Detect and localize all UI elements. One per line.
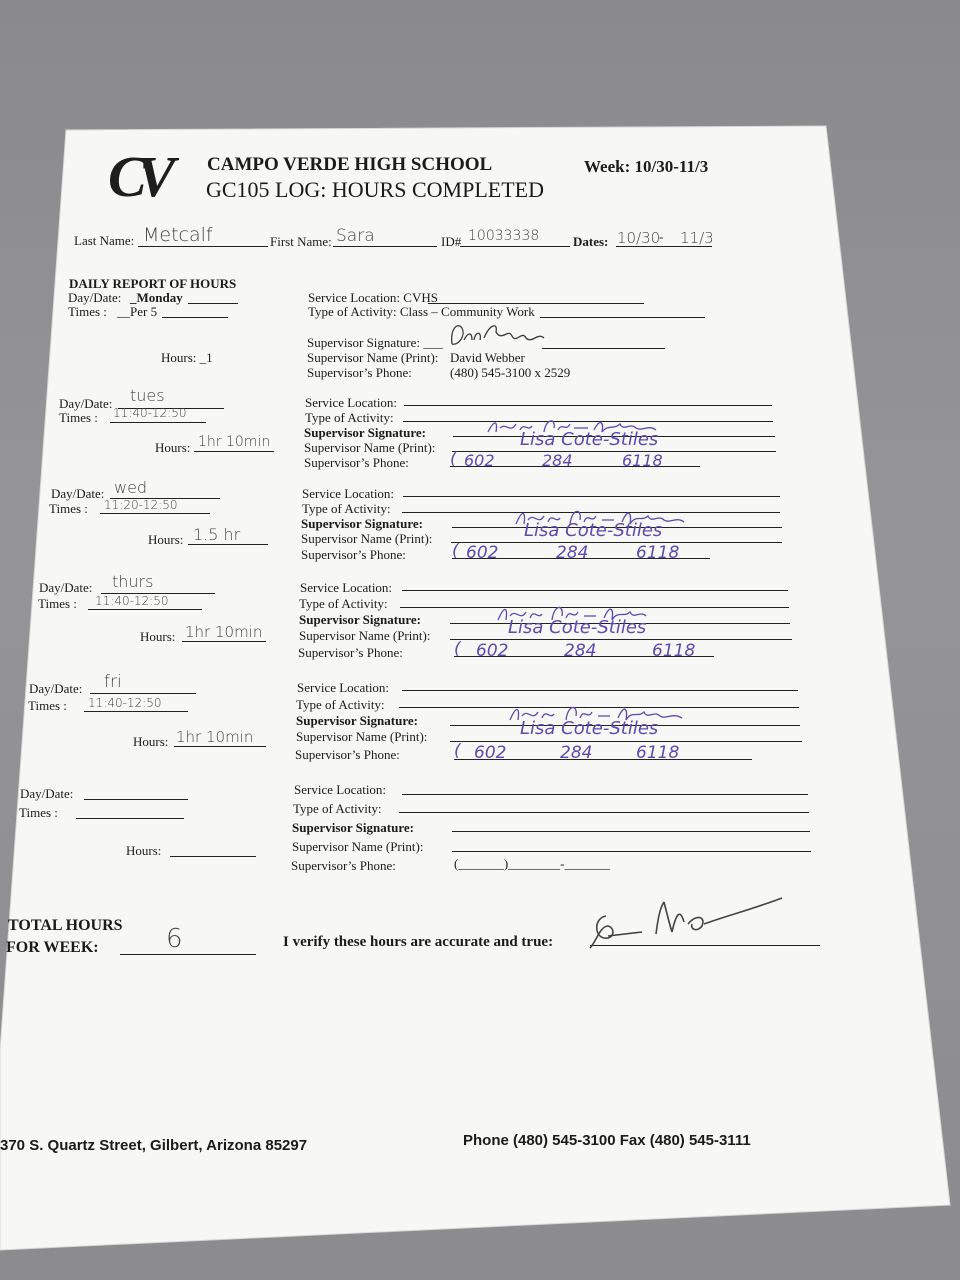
dates-label: Dates: <box>573 234 609 249</box>
dates-to: 11/3 <box>680 229 714 247</box>
entry2-phone-area: 602 <box>464 451 495 470</box>
entry1-type-of-activity: Type of Activity: Class – Community Work <box>308 304 535 319</box>
cv-logo-text: CV <box>108 144 166 209</box>
id-value: 10033338 <box>468 228 540 244</box>
entry3-times-value: 11:20-12:50 <box>104 498 178 512</box>
entry6-service-location-label: Service Location: <box>294 782 387 797</box>
entry5-day-label: Day/Date: <box>29 681 83 696</box>
entry3-phone-prefix: 284 <box>556 543 589 563</box>
for-week-label: FOR WEEK: <box>6 939 99 956</box>
entry1-supervisor-name-label: Supervisor Name (Print): <box>307 350 439 365</box>
entry6-supervisor-name-label: Supervisor Name (Print): <box>292 839 424 854</box>
entry1-hours: Hours: _1 <box>161 350 213 365</box>
entry2-type-of-activity-label: Type of Activity: <box>305 410 394 425</box>
entry4-phone-paren-open: ( <box>454 639 461 659</box>
entry3-day-label: Day/Date: <box>51 486 105 501</box>
entry6-times-label: Times : <box>19 805 58 820</box>
entry4-times-value: 11:40-12:50 <box>95 594 169 608</box>
entry6-hours-label: Hours: <box>126 843 162 858</box>
entry5-phone-line: 6118 <box>636 743 680 763</box>
entry2-day-value: tues <box>130 386 165 405</box>
entry6-day-label: Day/Date: <box>20 786 74 801</box>
dates-separator: - <box>659 229 664 244</box>
entry3-phone-line: 6118 <box>636 543 680 563</box>
entry2-supervisor-signature-label: Supervisor Signature: <box>304 425 426 440</box>
entry4-day-label: Day/Date: <box>39 580 93 595</box>
entry4-phone-prefix: 284 <box>564 641 597 661</box>
entry3-supervisor-signature-label: Supervisor Signature: <box>301 516 423 531</box>
entry3-day-value: wed <box>114 478 148 497</box>
entry2-supervisor-name-label: Supervisor Name (Print): <box>304 440 436 455</box>
entry5-hours-value: 1hr 10min <box>176 728 254 746</box>
entry3-service-location-label: Service Location: <box>302 486 395 501</box>
week-label: Week: 10/30-11/3 <box>584 157 709 176</box>
entry2-phone-prefix: 284 <box>542 451 573 470</box>
footer-address: 370 S. Quartz Street, Gilbert, Arizona 85297 <box>0 1137 308 1154</box>
entry5-service-location-label: Service Location: <box>297 680 390 695</box>
dates-from: 10/30 <box>617 229 661 247</box>
section-title: DAILY REPORT OF HOURS <box>69 276 237 291</box>
entry2-supervisor-name-value: Lisa Cote-Stiles <box>520 429 659 450</box>
entry5-type-of-activity-label: Type of Activity: <box>296 697 385 712</box>
entry1-supervisor-signature <box>446 318 556 352</box>
entry1-service-location: Service Location: CVHS <box>308 290 438 305</box>
entry2-day-label: Day/Date: <box>59 396 113 411</box>
entry2-phone-paren-open: ( <box>450 449 457 469</box>
first-name-value: Sara <box>336 226 375 246</box>
entry1-times-label: Times : <box>68 304 107 319</box>
entry4-times-label: Times : <box>38 596 77 611</box>
entry6-blank-phone: (_______)________-_______ <box>454 856 610 871</box>
entry5-phone-area: 602 <box>474 743 507 763</box>
entry3-supervisor-name-label: Supervisor Name (Print): <box>301 531 433 546</box>
total-hours-label: TOTAL HOURS <box>8 917 123 934</box>
entry6-type-of-activity-label: Type of Activity: <box>293 801 382 816</box>
entry4-day-value: thurs <box>112 572 154 591</box>
entry5-supervisor-name-value: Lisa Cote-Stiles <box>520 718 659 739</box>
entry1-day-value: _Monday <box>130 290 183 305</box>
school-name: CAMPO VERDE HIGH SCHOOL <box>207 154 493 175</box>
entry5-supervisor-signature-label: Supervisor Signature: <box>296 713 418 728</box>
entry3-type-of-activity-label: Type of Activity: <box>302 501 391 516</box>
entry2-times-label: Times : <box>59 410 98 425</box>
entry4-hours-label: Hours: <box>140 629 176 644</box>
footer-phone-fax: Phone (480) 545-3100 Fax (480) 545-3111 <box>463 1132 751 1149</box>
entry3-phone-paren-open: ( <box>452 541 459 561</box>
verify-label: I verify these hours are accurate and true: <box>283 934 554 950</box>
entry6-supervisor-signature-label: Supervisor Signature: <box>292 820 414 835</box>
log-title: GC105 LOG: HOURS COMPLETED <box>206 177 544 202</box>
cv-logo-icon <box>106 144 196 210</box>
entry4-supervisor-phone-label: Supervisor’s Phone: <box>298 645 403 660</box>
entry2-service-location-label: Service Location: <box>305 395 398 410</box>
entry6-supervisor-phone-label: Supervisor’s Phone: <box>291 858 396 873</box>
student-signature <box>586 892 796 952</box>
entry2-hours-value: 1hr 10min <box>198 434 271 450</box>
entry5-supervisor-name-label: Supervisor Name (Print): <box>296 729 428 744</box>
entry5-supervisor-phone-label: Supervisor’s Phone: <box>295 747 400 762</box>
entry4-service-location-label: Service Location: <box>300 580 393 595</box>
entry5-phone-prefix: 284 <box>560 743 593 763</box>
entry4-supervisor-signature-label: Supervisor Signature: <box>299 612 421 627</box>
entry1-supervisor-name: David Webber <box>450 350 525 365</box>
entry1-supervisor-phone: (480) 545-3100 x 2529 <box>450 365 571 380</box>
entry2-hours-label: Hours: <box>155 440 191 455</box>
last-name-label: Last Name: <box>74 233 135 248</box>
entry4-supervisor-name-value: Lisa Cote-Stiles <box>508 617 647 638</box>
entry4-type-of-activity-label: Type of Activity: <box>299 596 388 611</box>
entry5-times-label: Times : <box>28 698 67 713</box>
entry1-day-label: Day/Date: <box>68 290 122 305</box>
entry2-times-value: 11:40-12:50 <box>113 406 187 420</box>
entry4-phone-line: 6118 <box>652 641 696 661</box>
last-name-value: Metcalf <box>143 224 213 246</box>
first-name-label: First Name: <box>270 234 332 249</box>
entry3-times-label: Times : <box>49 501 88 516</box>
entry3-supervisor-name-value: Lisa Cote-Stiles <box>524 520 663 541</box>
entry5-day-value: fri <box>104 672 122 692</box>
entry3-hours-value: 1.5 hr <box>193 525 241 544</box>
total-hours-value: 6 <box>166 924 183 954</box>
entry3-supervisor-phone-label: Supervisor’s Phone: <box>301 547 406 562</box>
entry5-times-value: 11:40-12:50 <box>88 696 162 710</box>
id-label: ID# <box>441 234 462 249</box>
entry1-supervisor-phone-label: Supervisor’s Phone: <box>307 365 412 380</box>
entry1-times-value: __Per 5 <box>117 304 158 319</box>
entry3-phone-area: 602 <box>466 543 499 563</box>
entry2-phone-line: 6118 <box>622 451 663 470</box>
entry4-supervisor-name-label: Supervisor Name (Print): <box>299 628 431 643</box>
entry3-hours-label: Hours: <box>148 532 184 547</box>
entry4-phone-area: 602 <box>476 641 509 661</box>
entry2-supervisor-phone-label: Supervisor’s Phone: <box>304 455 409 470</box>
entry5-hours-label: Hours: <box>133 734 169 749</box>
entry5-phone-paren-open: ( <box>454 741 461 761</box>
entry4-hours-value: 1hr 10min <box>185 623 263 641</box>
entry1-supervisor-signature-label: Supervisor Signature: ___ <box>307 335 443 350</box>
